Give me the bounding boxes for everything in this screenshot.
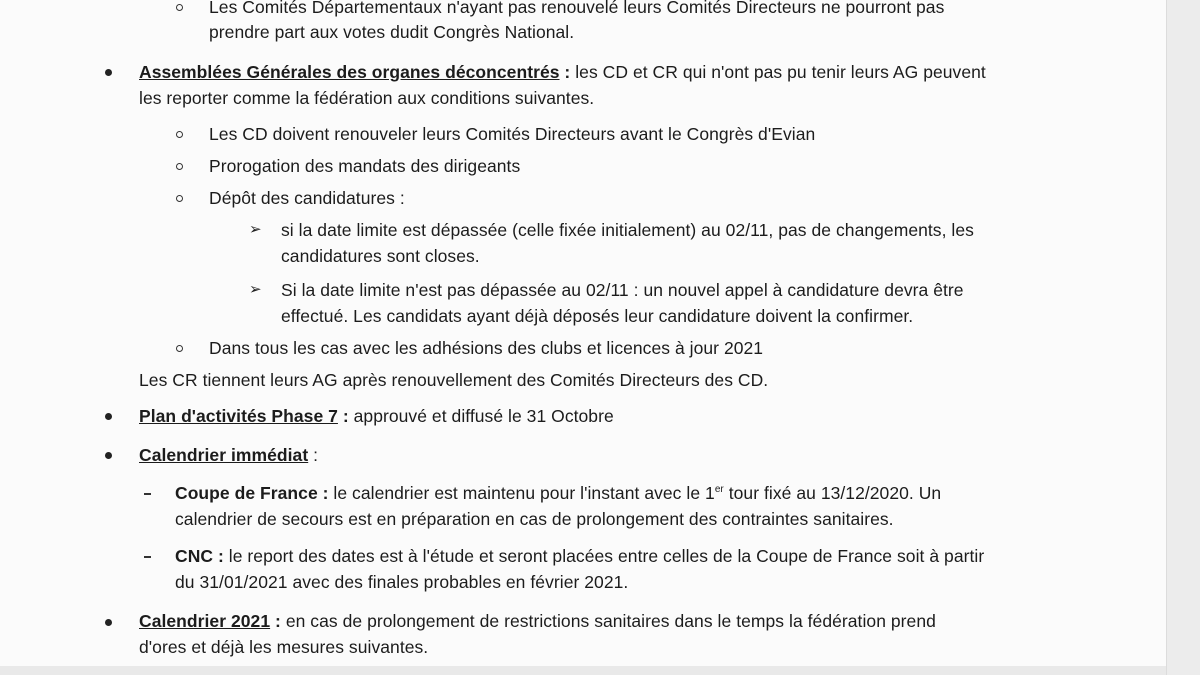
ag-sub-item: Dépôt des candidatures : [209, 188, 405, 208]
plan-text: approuvé et diffusé le 31 Octobre [348, 406, 614, 426]
cal-imm-sep: : [308, 445, 319, 465]
page-bottom-edge [0, 666, 1166, 675]
plan-paragraph [139, 405, 614, 427]
cal-2021-text: en cas de prolongement de restrictions sanitaires dans le temps la fédération prend [280, 611, 936, 631]
cnc-label: CNC : [175, 546, 224, 566]
dash-bullet-icon [144, 493, 151, 495]
ag-heading: Assemblées Générales des organes déconcentrés [139, 62, 560, 82]
dash-bullet-icon [144, 556, 151, 558]
cdf-text-b: tour fixé au 13/12/2020. Un [723, 483, 942, 503]
circle-bullet-icon [176, 4, 183, 11]
cal-2021-line1 [139, 610, 936, 632]
ag-sep: : [559, 62, 571, 82]
cal-imm-heading-line [139, 444, 318, 466]
cal-imm-heading: Calendrier immédiat [139, 445, 309, 465]
body-text-line: Les CR tiennent leurs AG après renouvellement des Comités Directeurs des CD. [139, 370, 769, 390]
bullet-icon [105, 619, 112, 626]
cnc-line1 [175, 545, 984, 567]
body-text-line: prendre part aux votes dudit Congrès National. [209, 22, 575, 42]
cdf-line1 [175, 482, 941, 504]
body-text-line: du 31/01/2021 avec des finales probables en février 2021. [175, 572, 629, 592]
cdf-label: Coupe de France : [175, 483, 329, 503]
plan-heading: Plan d'activités Phase 7 [139, 406, 338, 426]
arrow-bullet-icon: ➢ [249, 221, 262, 238]
bullet-icon [105, 413, 112, 420]
body-text-line: Les Comités Départementaux n'ayant pas renouvelé leurs Comités Directeurs ne pourront pas [209, 0, 945, 17]
cdf-text-a: le calendrier est maintenu pour l'instant avec le 1 [328, 483, 715, 503]
ag-sub-item: Les CD doivent renouveler leurs Comités Directeurs avant le Congrès d'Evian [209, 124, 816, 144]
body-text-line: candidatures sont closes. [281, 246, 480, 266]
cnc-text: le report des dates est à l'étude et seront placées entre celles de la Coupe de France soit à partir [223, 546, 985, 566]
bullet-icon [105, 69, 112, 76]
circle-bullet-icon [176, 131, 183, 138]
arrow-bullet-icon: ➢ [249, 281, 262, 298]
ag-sub-item: Prorogation des mandats des dirigeants [209, 156, 521, 176]
plan-sep: : [337, 406, 349, 426]
body-text-line: Si la date limite n'est pas dépassée au 02/11 : un nouvel appel à candidature devra être [281, 280, 964, 300]
circle-bullet-icon [176, 195, 183, 202]
circle-bullet-icon [176, 345, 183, 352]
cal-2021-heading: Calendrier 2021 [139, 611, 271, 631]
circle-bullet-icon [176, 163, 183, 170]
body-text-line: les reporter comme la fédération aux conditions suivantes. [139, 88, 595, 108]
ag-sub-item: Dans tous les cas avec les adhésions des clubs et licences à jour 2021 [209, 338, 764, 358]
cdf-superscript: er [714, 484, 724, 496]
body-text-line: si la date limite est dépassée (celle fixée initialement) au 02/11, pas de changements, les [281, 220, 974, 240]
ag-line1-text: les CD et CR qui n'ont pas pu tenir leurs AG peuvent [570, 62, 986, 82]
body-text-line: effectué. Les candidats ayant déjà déposés leur candidature doivent la confirmer. [281, 306, 914, 326]
bullet-icon [105, 452, 112, 459]
ag-paragraph-line1 [139, 61, 986, 83]
body-text-line: d'ores et déjà les mesures suivantes. [139, 637, 429, 657]
body-text-line: calendrier de secours est en préparation en cas de prolongement des contraintes sanitaires. [175, 509, 894, 529]
cal-2021-sep: : [270, 611, 281, 631]
